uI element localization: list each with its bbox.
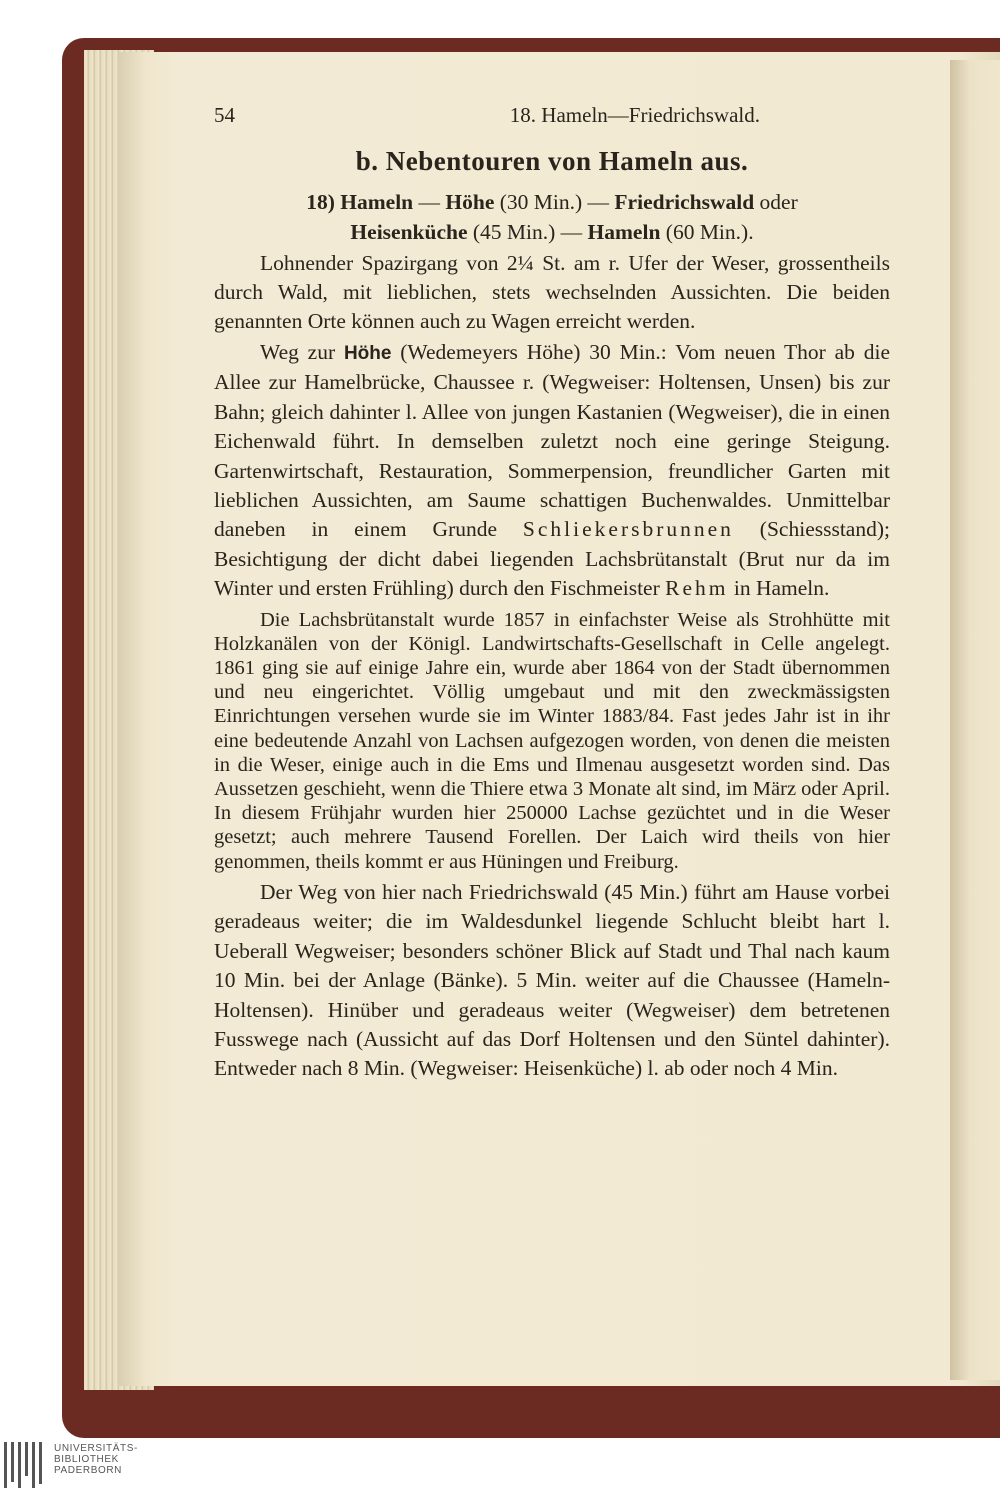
route-place-5: Hameln [587, 220, 661, 244]
route-oder: oder [754, 190, 798, 214]
route-time-1: (30 Min.) — [494, 190, 615, 214]
logo-line-2: BIBLIOTHEK [54, 1454, 119, 1465]
running-title: 18. Hameln—Friedrichswald. [509, 103, 760, 127]
route-heading [214, 187, 890, 247]
footer-strip [0, 1440, 1000, 1490]
page-text [214, 100, 890, 1084]
route-time-2: (45 Min.) — [467, 220, 588, 244]
route-time-3: (60 Min.). [660, 220, 754, 244]
para2-text-c: (Schiessstand); Besichtigung der dicht dabei liegenden Lachsbrütanstalt (Brut nur da im Winter und ersten Frühling) durch den Fischmeister [214, 517, 890, 601]
para2-text-d: in Hameln. [728, 576, 830, 601]
route-place-3: Friedrichswald [614, 190, 755, 214]
para2-text-b: (Wedemeyers Höhe) 30 Min.: Vom neuen Thor ab die Allee zur Hamelbrücke, Chaussee r. (Wegweiser: Holtensen, Unsen) bis zur Bahn; gleich dahinter l. Allee von jungen Kastanien (Wegweiser), die in einen Eichenwald führt. In demselben zuletzt noch eine geringe Steigung. Gartenwirtschaft, Restauration, Sommerpension, freundlicher Garten mit lieblichen Aussichten, am Saume schattigen Buchenwaldes. Unmittelbar daneben in einem Grunde [214, 340, 890, 542]
para2-text-a: Weg zur [260, 340, 344, 364]
paragraph-friedrichswald: Der Weg von hier nach Friedrichswald (45 Min.) führt am Hause vorbei geradeaus weiter; die im Waldesdunkel liegende Schlucht bleibt hart l. Ueberall Wegweiser; besonders schöner Blick auf Stadt und Thal nach kaum 10 Min. bei der Anlage (Bänke). 5 Min. weiter auf die Chaussee (Hameln-Holtensen). Hinüber und geradeaus weiter (Wegweiser) dem betretenen Fusswege nach (Aussicht auf das Dorf Holtensen und den Süntel dahinter). Entweder nach 8 Min. (Wegweiser: Heisenküche) l. ab oder noch 4 Min. [214, 879, 890, 1081]
route-sep-1: — [413, 190, 446, 214]
paragraph-intro: Lohnender Spazirgang von 2¼ St. am r. Ufer der Weser, grossentheils durch Wald, mit lieblichen, stets wechselnden Aussichten. Die beiden genannten Orte können auch zu Wagen erreicht werden. [214, 251, 890, 333]
logo-line-3: PADERBORN [54, 1465, 123, 1476]
library-logo-bars-icon [4, 1442, 46, 1488]
route-place-4: Heisenküche [350, 220, 468, 244]
route-place-2: Höhe [445, 190, 495, 214]
page-number: 54 [214, 103, 235, 127]
para2-hohe: Höhe [343, 343, 392, 364]
route-number: 18) [306, 190, 335, 214]
next-page-edge [950, 60, 1000, 1380]
logo-line-1: UNIVERSITÄTS- [54, 1443, 138, 1454]
para2-schliekersbrunnen: Schliekersbrunnen [522, 517, 734, 542]
para2-rehm: Rehm [665, 576, 729, 601]
paragraph-route-hohe [214, 338, 890, 604]
paragraph-lachsbrutanstalt: Die Lachsbrütanstalt wurde 1857 in einfachster Weise als Strohhütte mit Holzkanälen von der Königl. Landwirtschafts-Gesellschaft in Celle angelegt. 1861 ging sie auf einige Jahre ein, wurde aber 1864 von der Stadt übernommen und neu eingerichtet. Völlig umgebaut und mit den zweckmässigsten Einrichtungen versehen wurde sie im Winter 1883/84. Fast jedes Jahr ist in ihr eine bedeutende Anzahl von Lachsen aufgezogen worden, von denen die meisten in die Weser, einige auch in die Ems und Ilmenau ausgesetzt worden sind. Das Aussetzen geschieht, wenn die Thiere etwa 3 Monate alt sind, im März oder April. In diesem Frühjahr wurden hier 250000 Lachse gezüchtet und in die Weser gesetzt; auch mehrere Tausend Forellen. Der Laich wird theils von hier genommen, theils kommt er aus Hüningen und Freiburg. [214, 608, 890, 873]
running-header [214, 100, 890, 130]
route-place-1: Hameln [340, 190, 414, 214]
library-logo-text [54, 1443, 138, 1476]
section-title: b. Nebentouren von Hameln aus. [355, 146, 749, 176]
